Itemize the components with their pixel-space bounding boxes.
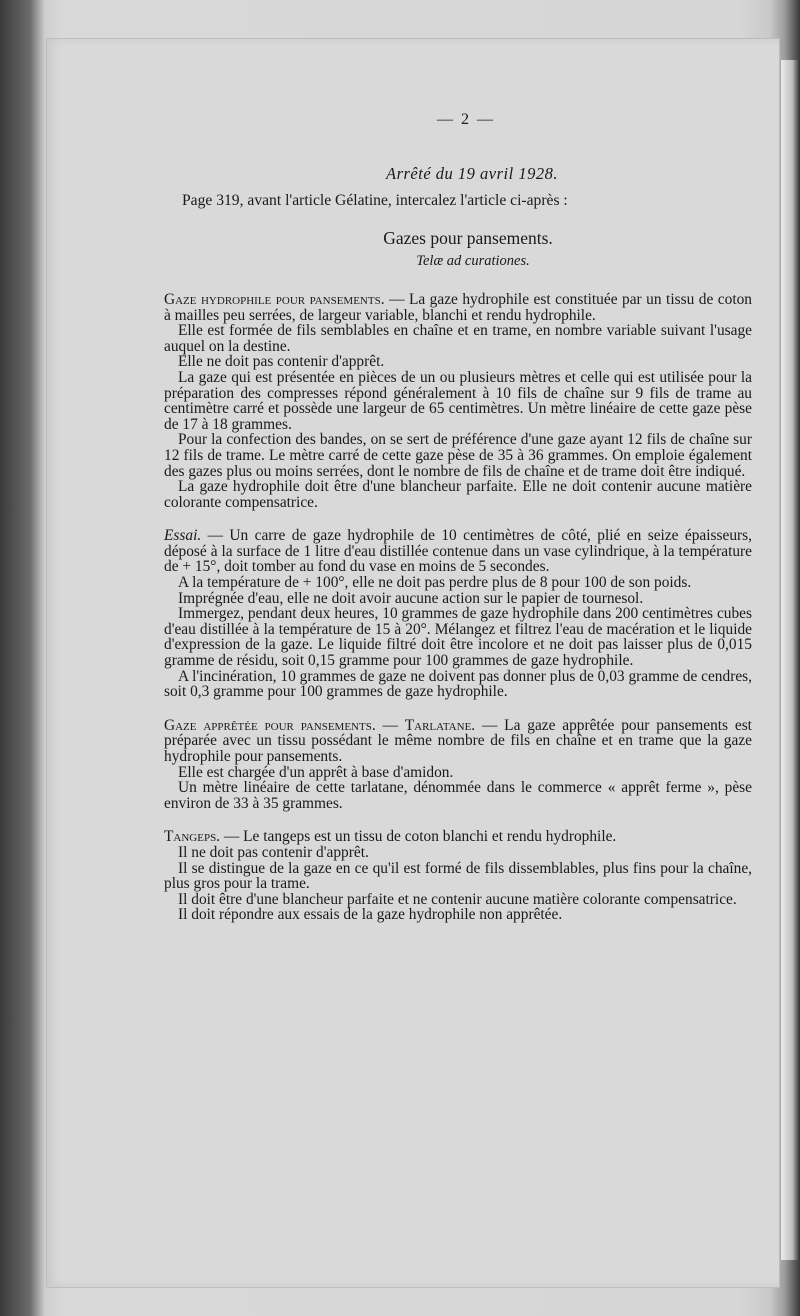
section-heading: Essai.: [164, 527, 202, 545]
paragraph: La gaze hydrophile doit être d'une blancheur parfaite. Elle ne doit contenir aucune matière colorante compensatrice.: [164, 478, 752, 511]
paragraph: Elle ne doit pas contenir d'apprêt.: [178, 353, 385, 371]
document-body: [164, 112, 752, 941]
paragraph: Elle est chargée d'un apprêt à base d'amidon.: [178, 763, 454, 781]
section-heading: Tangeps.: [164, 828, 221, 846]
paragraph: Tangeps. — Le tangeps est un tissu de coton blanchi et rendu hydrophile.: [164, 828, 617, 846]
section-gaze-hydrophile: [164, 292, 752, 510]
paragraph: Immergez, pendant deux heures, 10 grammes de gaze hydrophile dans 200 centimètres cubes d'eau distillée à la température de 15 à 20°. Mélangez et filtrez l'eau de macération et le liquide d'expression de la gaze. Le liquide filtré doit être incolore et ne doit pas laisser plus de 0,015 gramme de résidu, soit 0,15 gramme pour 100 grammes de gaze hydrophile.: [164, 605, 752, 670]
latin-title: Telæ ad curationes.: [416, 253, 530, 270]
paragraph: Il doit répondre aux essais de la gaze hydrophile non apprêtée.: [178, 906, 563, 924]
page-edge: [781, 60, 800, 1260]
paragraph: Imprégnée d'eau, elle ne doit avoir aucune action sur le papier de tournesol.: [178, 589, 644, 607]
section-heading: Gaze apprêtée pour pansements.: [164, 716, 376, 734]
paragraph: A l'incinération, 10 grammes de gaze ne doivent pas donner plus de 0,03 gramme de cendres, soit 0,3 gramme pour 100 grammes de gaze hydrophile.: [164, 667, 752, 701]
decree-line: Arrêté du 19 avril 1928.: [386, 163, 558, 183]
paragraph: Il ne doit pas contenir d'apprêt.: [178, 843, 369, 861]
paragraph: Elle est formée de fils semblables en chaîne et en trame, en nombre variable suivant l'usage auquel on la destine.: [164, 322, 752, 355]
paragraph: Gaze hydrophile pour pansements. — La gaze hydrophile est constituée par un tissu de coton à mailles peu serrées, de largeur variable, blanchi et rendu hydrophile.: [164, 290, 752, 324]
paragraph: Il se distingue de la gaze en ce qu'il est formé de fils dissemblables, plus fins pour la chaîne, plus gros pour la trame.: [164, 859, 752, 893]
paragraph: Essai. — Un carre de gaze hydrophile de 10 centimètres de côté, plié en seize épaisseurs, déposé à la surface de 1 litre d'eau distillée contenue dans un vase cylindrique, à la température de + 15°, doit tomber au fond du vase en moins de 5 secondes.: [164, 527, 753, 576]
section-gaze-appretee: [164, 718, 752, 812]
paragraph: Gaze apprêtée pour pansements. — Tarlatane. — La gaze apprêtée pour pansements est préparée avec un tissu possédant le même nombre de fils en chaîne et en trame que la gaze hydrophile pour pansements.: [164, 716, 752, 765]
section-essai: [164, 528, 752, 700]
intro-line: Page 319, avant l'article Gélatine, intercalez l'article ci-après :: [182, 192, 568, 210]
page-number: — 2 —: [437, 111, 495, 128]
paragraph: Il doit être d'une blancheur parfaite et ne contenir aucune matière colorante compensatrice.: [178, 890, 737, 908]
article-title: Gazes pour pansements.: [383, 227, 553, 248]
paragraph: A la température de + 100°, elle ne doit pas perdre plus de 8 pour 100 de son poids.: [178, 574, 692, 592]
paragraph: Pour la confection des bandes, on se sert de préférence d'une gaze ayant 12 fils de chaîne sur 12 fils de trame. Le mètre carré de cette gaze pèse de 35 à 36 grammes. On emploie également des gazes plus ou moins serrées, dont le nombre de fils de chaîne et de trame doit être indiqué.: [164, 431, 752, 480]
section-tangeps: [164, 829, 752, 923]
paragraph: Un mètre linéaire de cette tarlatane, dénommée dans le commerce « apprêt ferme », pèse environ de 33 à 35 grammes.: [164, 779, 752, 812]
section-subheading: Tarlatane.: [404, 716, 476, 734]
paragraph: La gaze qui est présentée en pièces de un ou plusieurs mètres et celle qui est utilisée pour la préparation des compresses répond généralement à 10 fils de chaîne sur 9 fils de trame au centimètre carré et possède une largeur de 65 centimètres. Un mètre linéaire de cette gaze pèse de 17 à 18 grammes.: [164, 368, 752, 433]
section-heading: Gaze hydrophile pour pansements.: [164, 290, 385, 308]
